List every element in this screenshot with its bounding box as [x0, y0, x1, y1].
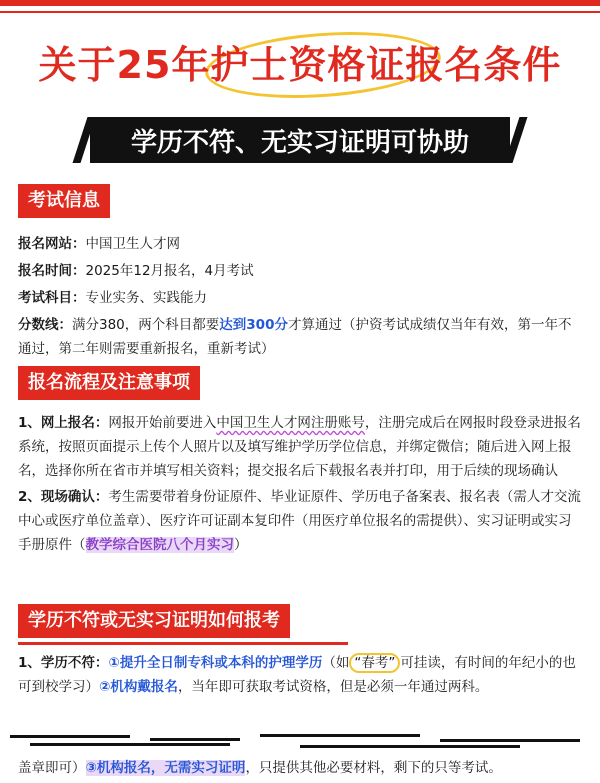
exam-time-line: 报名时间：2025年12月报名，4月考试 [18, 263, 254, 279]
page-title: 关于25年护士资格证报名条件 [38, 43, 562, 87]
process-step-1: 1、网上报名：网报开始前要进入中国卫生人才网注册账号，注册完成后在网报时段登录进报名系统，按照页面提示上传个人照片以及填写维护学历学位信息，并绑定微信；随后进入网上报名，选择你所在省市并填写相关资料；提交报名后下载报名表并打印，用于后续的现场确认 [18, 415, 581, 479]
exam-site-line: 报名网站：中国卫生人才网 [18, 236, 180, 252]
top-accent-bar [0, 0, 600, 6]
process-block [18, 411, 584, 557]
solutions-item-2: 盖章即可）③机构报名，无需实习证明，只提供其他必要材料，剩下的只等考试。 [18, 760, 502, 776]
exam-score-line: 分数线：满分380，两个科目都要达到300分才算通过（护资考试成绩仅当年有效，第一年不通过，第二年则需要重新报名，重新考试） [18, 317, 572, 357]
exam-subjects-line: 考试科目：专业实务、实践能力 [18, 290, 207, 306]
solutions-item-1: 1、学历不符：①提升全日制专科或本科的护理学历（如 “春考” 可挂读，有时间的年纪小的也可到校学习）②机构戴报名，当年即可获取考试资格，但是必须一年通过两科。 [18, 655, 576, 695]
section-heading-solutions: 学历不符或无实习证明如何报考 [18, 604, 290, 638]
process-step-2: 2、现场确认：考生需要带着身份证原件、毕业证原件、学历电子备案表、报名表（需人才交流中心或医疗单位盖章）、医疗许可证副本复印件（用医疗单位报名的需提供）、实习证明或实习手册原件（教学综合医院八个月实习） [18, 489, 581, 553]
exam-info-block [18, 232, 584, 361]
subtitle-banner: 学历不符、无实习证明可协助 [90, 117, 510, 163]
top-accent-line [0, 11, 600, 13]
scan-glitch-band [0, 733, 600, 751]
section-underline [18, 642, 348, 645]
section-heading-exam-info: 考试信息 [18, 184, 110, 218]
section-heading-process: 报名流程及注意事项 [18, 366, 200, 400]
